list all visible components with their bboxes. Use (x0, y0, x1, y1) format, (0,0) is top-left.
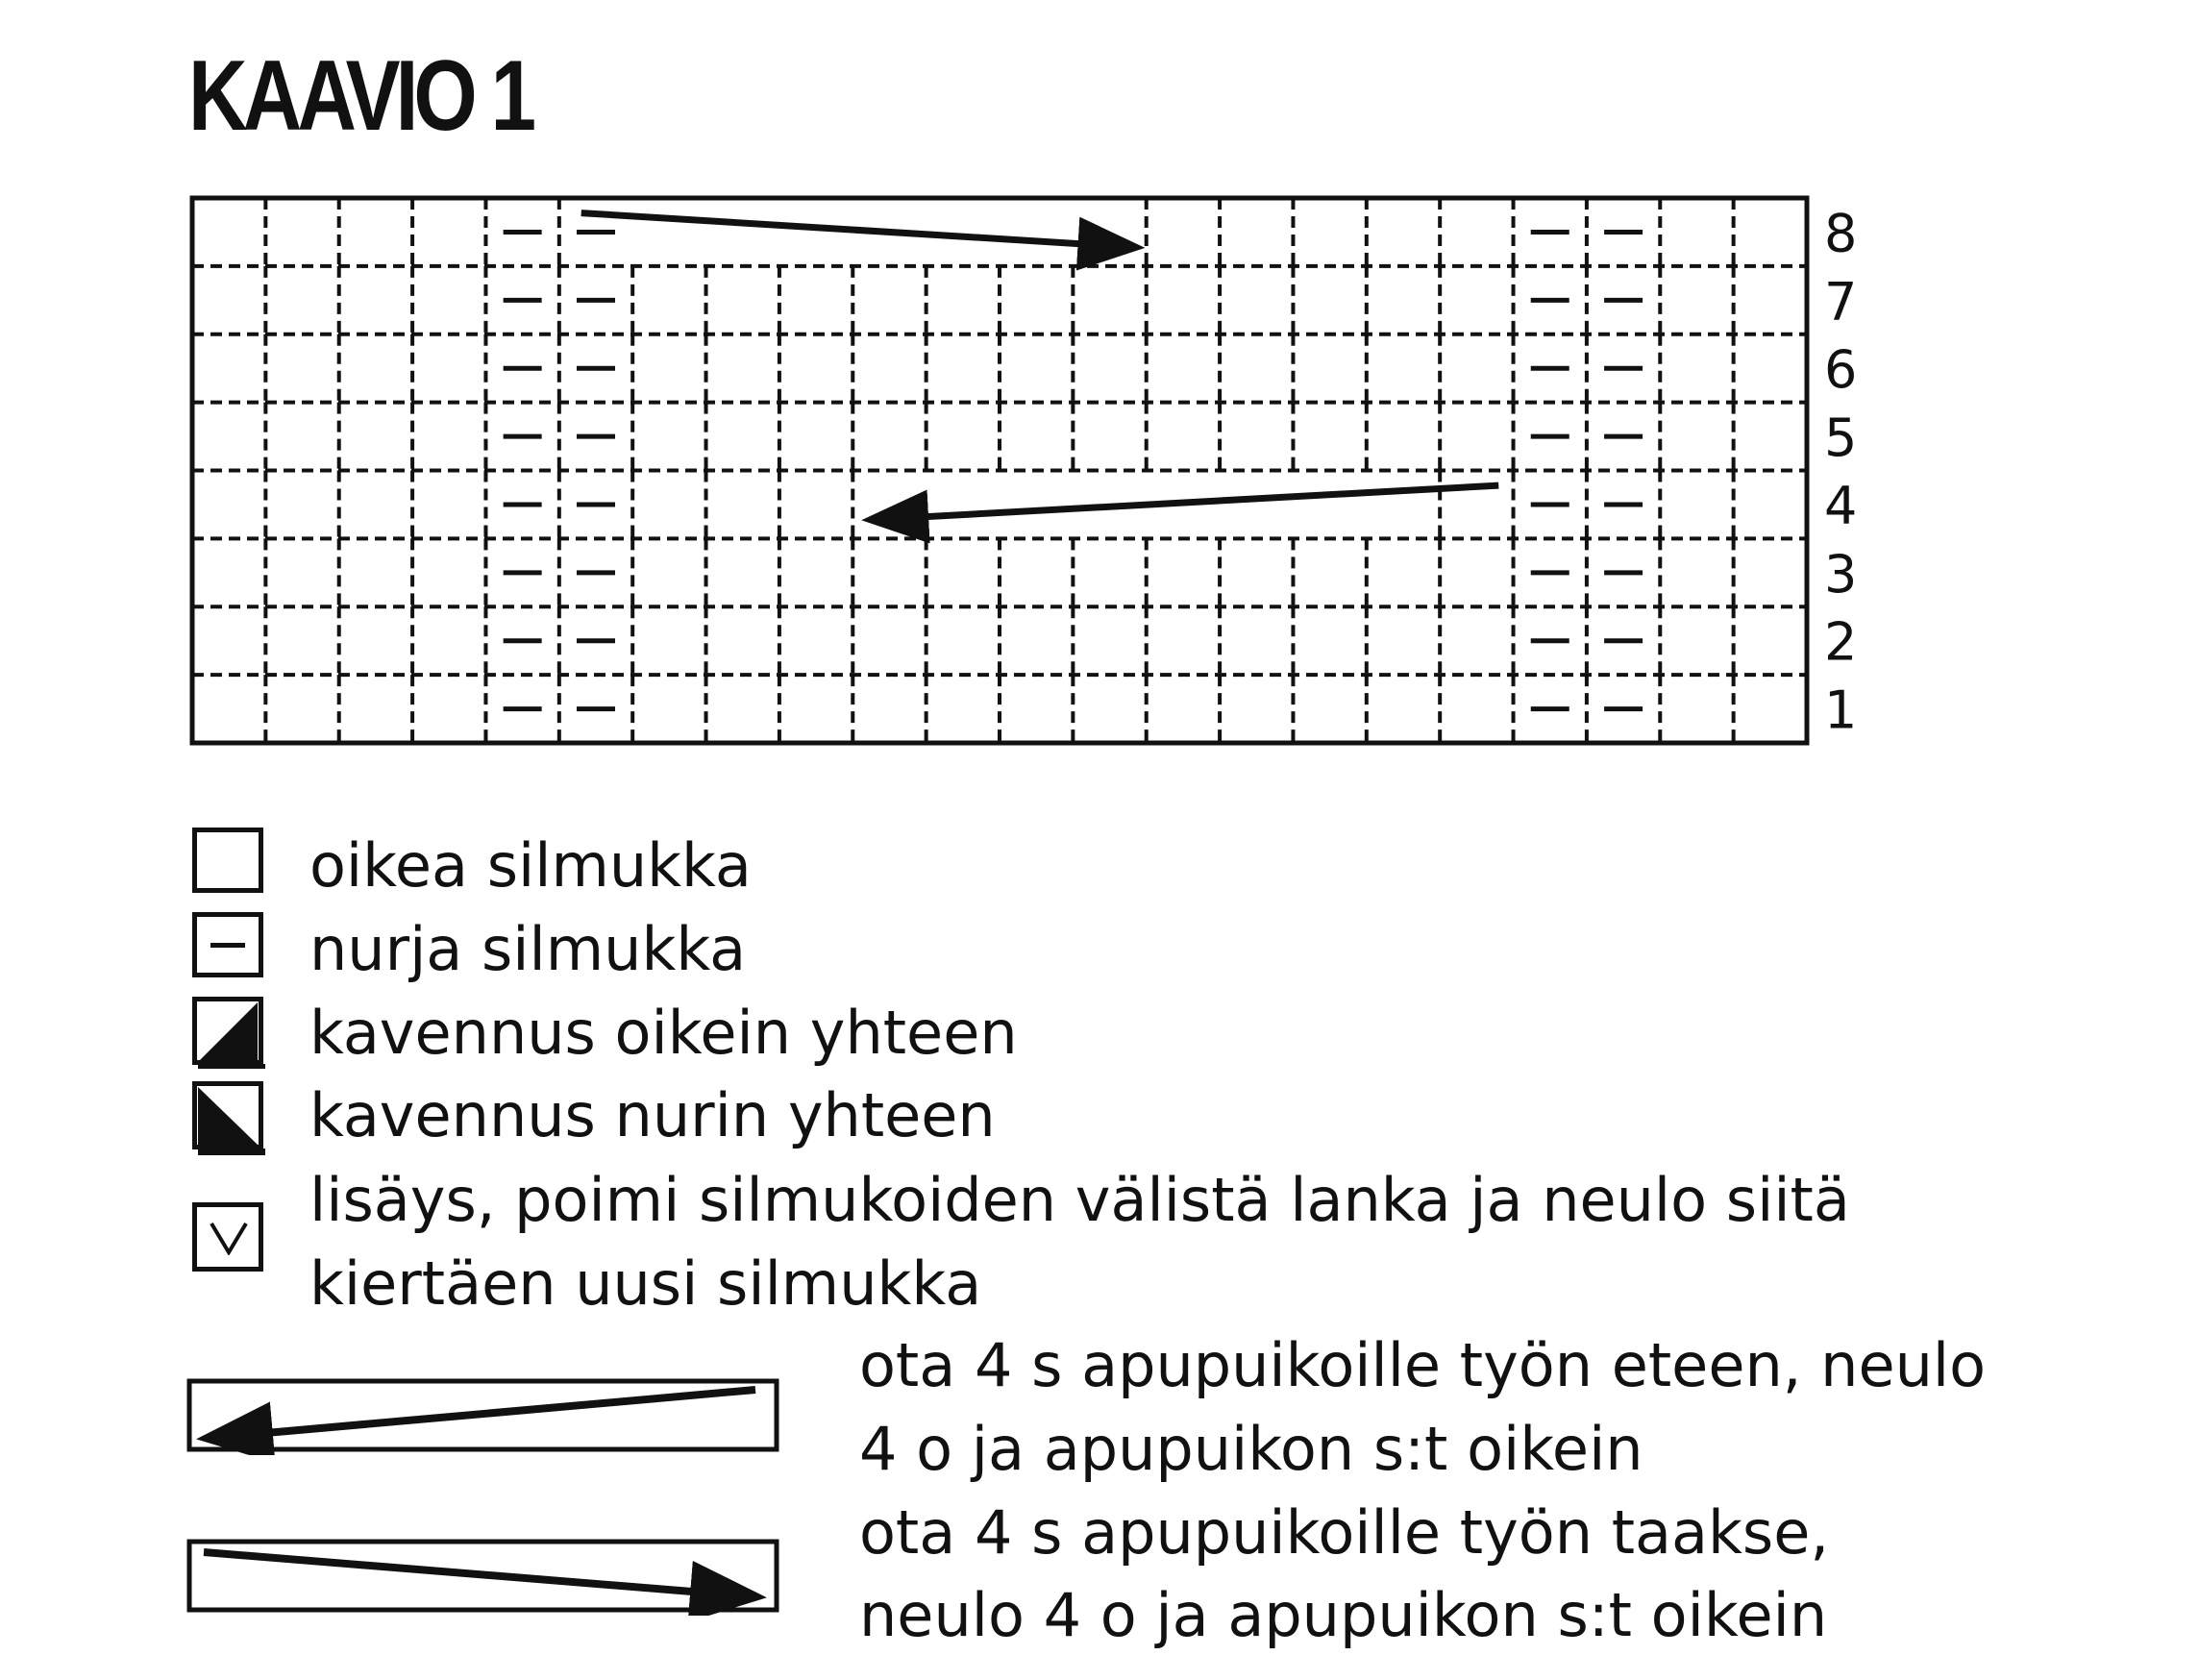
row-number: 7 (1824, 271, 1858, 333)
chart-title: KAAVIO 1 (188, 40, 532, 152)
cable-arrow-left (875, 485, 1498, 519)
v-icon (209, 1221, 249, 1255)
k2tog-symbol (192, 997, 271, 1070)
knitting-chart (0, 0, 2199, 769)
row-number: 1 (1824, 679, 1858, 741)
p2tog-symbol (192, 1081, 271, 1158)
knit-label: oikea silmukka (309, 830, 752, 901)
increase-symbol (192, 1202, 263, 1272)
row-number: 4 (1824, 475, 1858, 536)
row-number: 6 (1824, 339, 1858, 401)
purl-symbol (192, 912, 263, 977)
row-number: 3 (1824, 543, 1858, 605)
cable-front-label-line1: ota 4 s apupuikoille työn eteen, neulo (859, 1330, 1987, 1400)
cable-front-label-line2: 4 o ja apupuikon s:t oikein (859, 1414, 1643, 1484)
cable-front-symbol (186, 1378, 782, 1455)
purl-label: nurja silmukka (309, 914, 747, 984)
cable-back-symbol (186, 1539, 782, 1616)
row-number: 8 (1824, 203, 1858, 264)
increase-label-line2: kiertäen uusi silmukka (309, 1248, 982, 1319)
knit-symbol (192, 828, 263, 893)
purl-dash-icon (210, 943, 245, 948)
k2tog-label: kavennus oikein yhteen (309, 998, 1018, 1068)
row-number: 5 (1824, 408, 1858, 469)
cable-back-label-line1: ota 4 s apupuikoille työn taakse, (859, 1497, 1830, 1568)
cable-back-label-line2: neulo 4 o ja apupuikon s:t oikein (859, 1580, 1828, 1650)
increase-label-line1: lisäys, poimi silmukoiden välistä lanka ja neulo siitä (309, 1165, 1850, 1235)
row-number: 2 (1824, 611, 1858, 673)
p2tog-label: kavennus nurin yhteen (309, 1080, 996, 1150)
cable-arrow-right (581, 213, 1132, 247)
